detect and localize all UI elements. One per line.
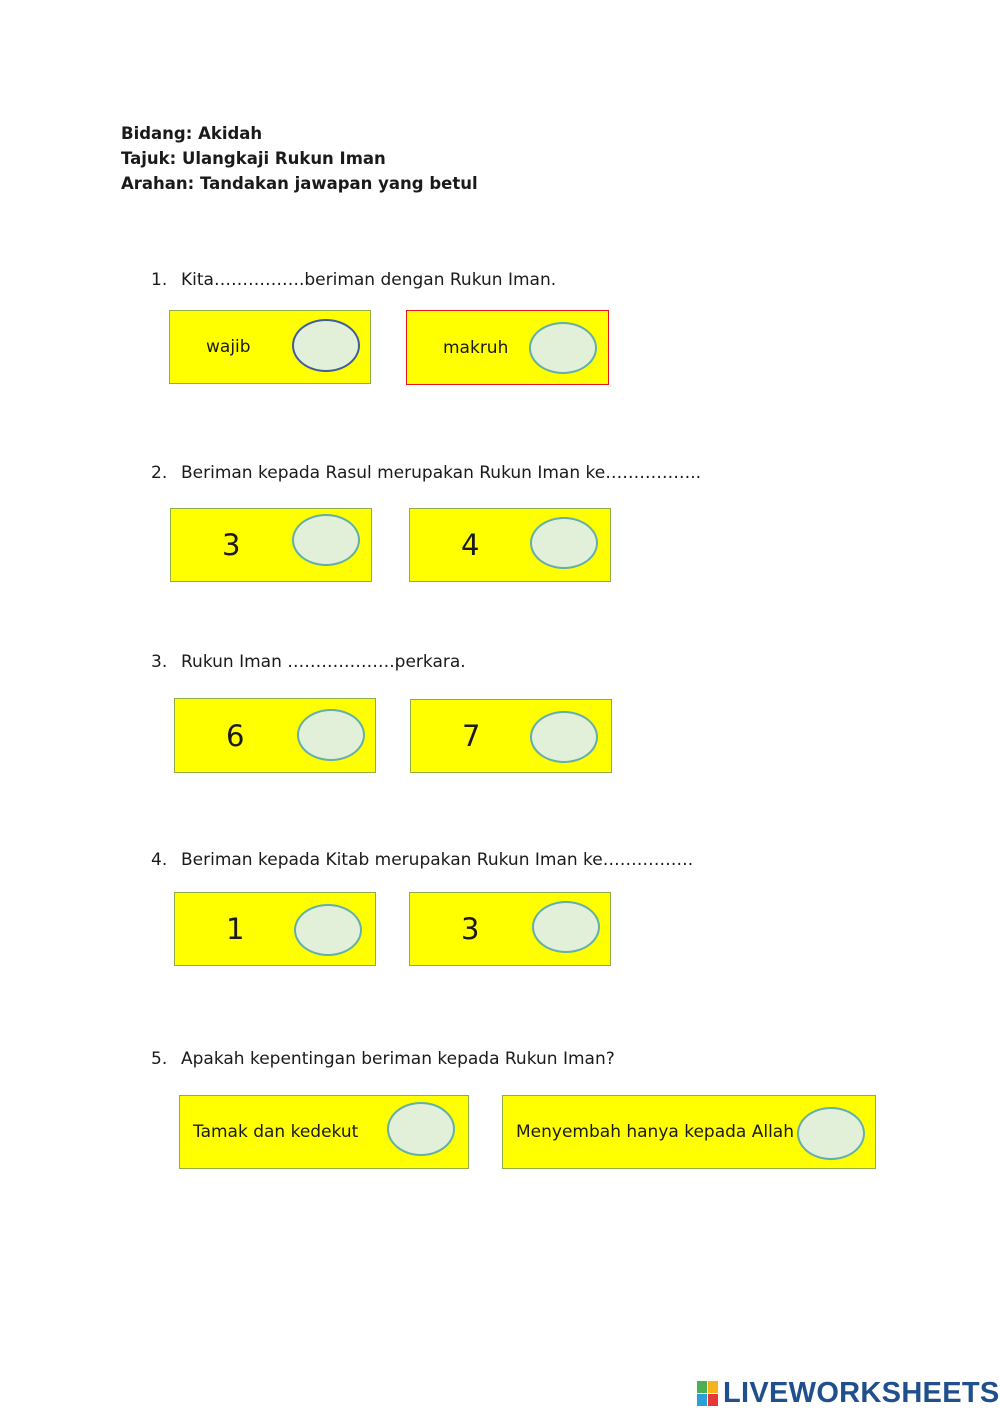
question-5 <box>151 1049 615 1069</box>
option-label: makruh <box>443 337 509 358</box>
option-label: 4 <box>461 528 480 562</box>
question-text: Beriman kepada Kitab merupakan Rukun Iman ke……………. <box>181 850 694 870</box>
option-label: 7 <box>462 719 481 753</box>
question-number: 1. <box>151 270 168 290</box>
option-label: 1 <box>226 912 245 946</box>
answer-oval[interactable] <box>387 1102 455 1156</box>
answer-oval[interactable] <box>530 711 598 763</box>
liveworksheets-brand <box>697 1377 1000 1410</box>
question-4 <box>151 850 693 870</box>
question-text: Rukun Iman ……………….perkara. <box>181 652 466 672</box>
question-text: Apakah kepentingan beriman kepada Rukun Iman? <box>181 1049 615 1069</box>
answer-option-5b[interactable] <box>502 1095 876 1169</box>
option-label: 6 <box>226 718 245 753</box>
answer-oval[interactable] <box>530 517 598 569</box>
question-number: 5. <box>151 1049 168 1069</box>
answer-oval[interactable] <box>292 514 360 566</box>
worksheet-header <box>121 121 478 196</box>
question-text: Beriman kepada Rasul merupakan Rukun Iman ke…………….. <box>181 463 702 483</box>
question-1 <box>151 270 556 290</box>
answer-option-1a[interactable] <box>169 310 371 384</box>
answer-option-4b[interactable] <box>409 892 611 966</box>
answer-option-1b[interactable] <box>406 310 609 385</box>
option-label: 3 <box>222 528 241 562</box>
question-2 <box>151 463 701 483</box>
answer-oval[interactable] <box>532 901 600 953</box>
answer-oval[interactable] <box>529 322 597 374</box>
answer-option-5a[interactable] <box>179 1095 469 1169</box>
option-label: Menyembah hanya kepada Allah <box>516 1122 795 1142</box>
option-label: wajib <box>206 337 251 357</box>
question-3 <box>151 652 466 672</box>
option-label: Tamak dan kedekut <box>193 1122 359 1142</box>
answer-oval[interactable] <box>797 1107 865 1160</box>
answer-oval[interactable] <box>292 319 360 372</box>
question-number: 4. <box>151 850 168 870</box>
answer-oval[interactable] <box>297 709 365 761</box>
topic-title: Tajuk: Ulangkaji Rukun Iman <box>121 149 386 168</box>
brand-text: LIVEWORKSHEETS <box>723 1377 1000 1409</box>
subject-field: Bidang: Akidah <box>121 124 263 143</box>
answer-oval[interactable] <box>294 904 362 956</box>
answer-option-2b[interactable] <box>409 508 611 582</box>
option-label: 3 <box>461 912 480 946</box>
question-number: 3. <box>151 652 168 672</box>
liveworksheets-logo-icon <box>697 1381 719 1407</box>
answer-option-3b[interactable] <box>410 699 612 773</box>
question-text: Kita…………….beriman dengan Rukun Iman. <box>181 270 557 290</box>
question-number: 2. <box>151 463 168 483</box>
answer-option-4a[interactable] <box>174 892 376 966</box>
instruction-text: Arahan: Tandakan jawapan yang betul <box>121 174 478 193</box>
answer-option-2a[interactable] <box>170 508 372 582</box>
answer-option-3a[interactable] <box>174 698 376 773</box>
